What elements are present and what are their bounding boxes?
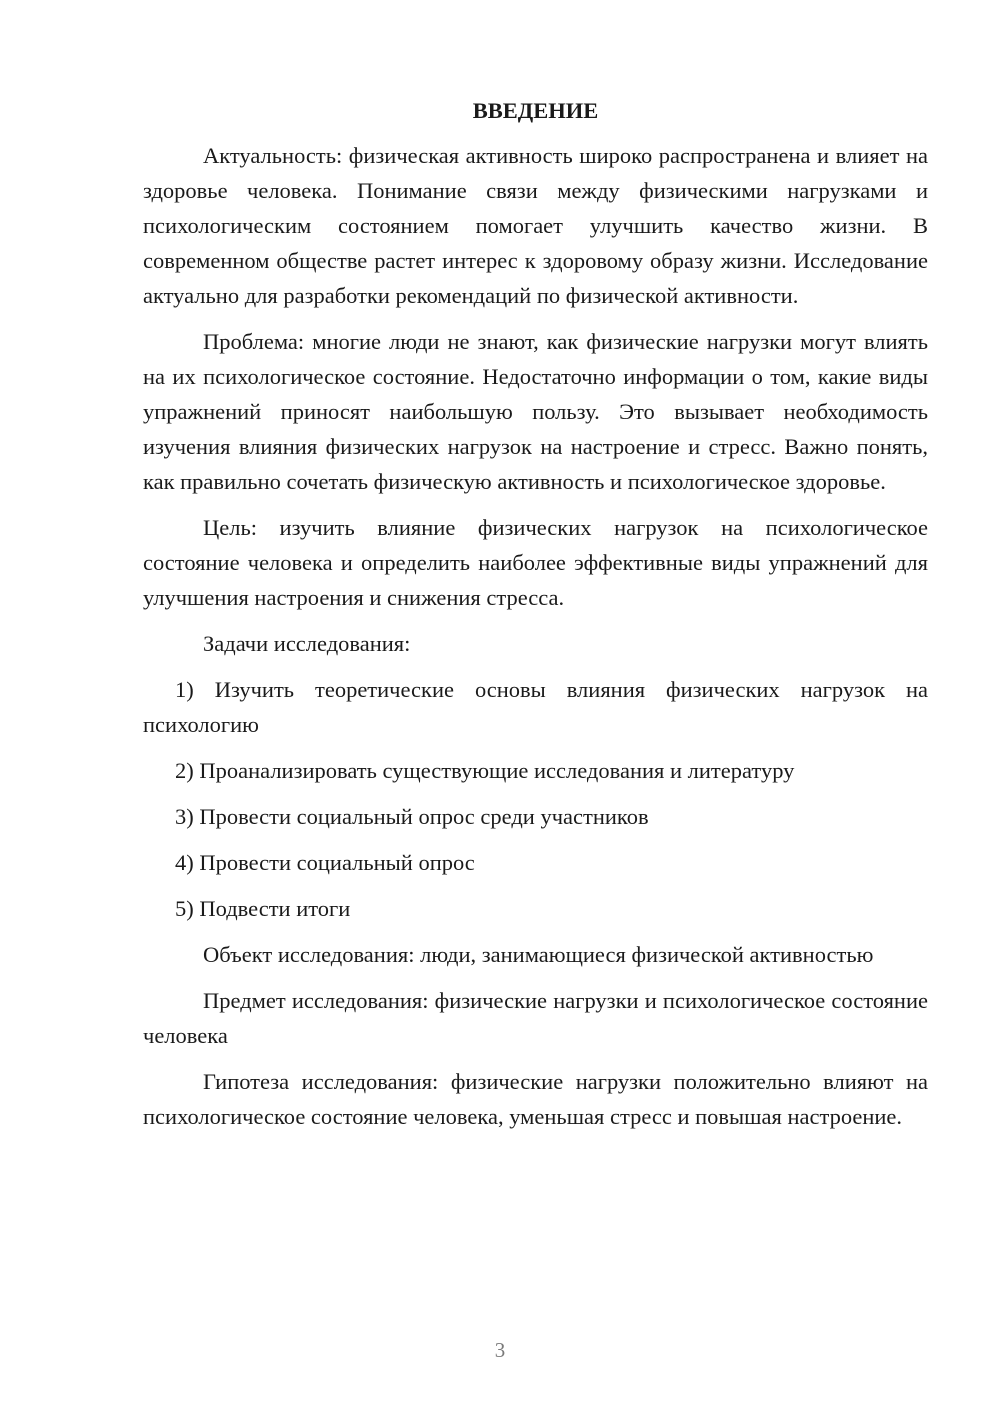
task-item-2: 2) Проанализировать существующие исследования и литературу (175, 758, 795, 783)
paragraph-object: Объект исследования: люди, занимающиеся физической активностью (203, 942, 874, 967)
page-number: 3 (494, 1338, 506, 1362)
section-title: ВВЕДЕНИЕ (472, 98, 599, 123)
task-item-4: 4) Провести социальный опрос (175, 850, 475, 875)
paragraph-goal: Цель: изучить влияние физических нагрузок на психологическое состояние человека и определить наиболее эффективные виды упражнений для улучшения настроения и снижения стресса. (143, 515, 928, 610)
task-item-1: 1) Изучить теоретические основы влияния физических нагрузок на психологию (143, 677, 928, 737)
task-item-5: 5) Подвести итоги (175, 896, 351, 921)
paragraph-problem: Проблема: многие люди не знают, как физические нагрузки могут влиять на их психологическое состояние. Недостаточно информации о том, какие виды упражнений приносят наибольшую пользу. Это вызывает необходимость изучения влияния физических нагрузок на настроение и стресс. Важно понять, как правильно сочетать физическую активность и психологическое здоровье. (143, 329, 928, 494)
paragraph-hypothesis: Гипотеза исследования: физические нагрузки положительно влияют на психологическое состояние человека, уменьшая стресс и повышая настроение. (143, 1069, 928, 1129)
page-content (143, 93, 928, 1145)
paragraph-subject: Предмет исследования: физические нагрузки и психологическое состояние человека (143, 988, 928, 1048)
paragraph-relevance: Актуальность: физическая активность широко распространена и влияет на здоровье человека. Понимание связи между физическими нагрузками и психологическим состоянием помогает улучшить качество жизни. В современном обществе растет интерес к здоровому образу жизни. Исследование актуально для разработки рекомендаций по физической активности. (143, 143, 928, 308)
task-item-3: 3) Провести социальный опрос среди участников (175, 804, 649, 829)
paragraph-tasks-heading: Задачи исследования: (203, 631, 411, 656)
